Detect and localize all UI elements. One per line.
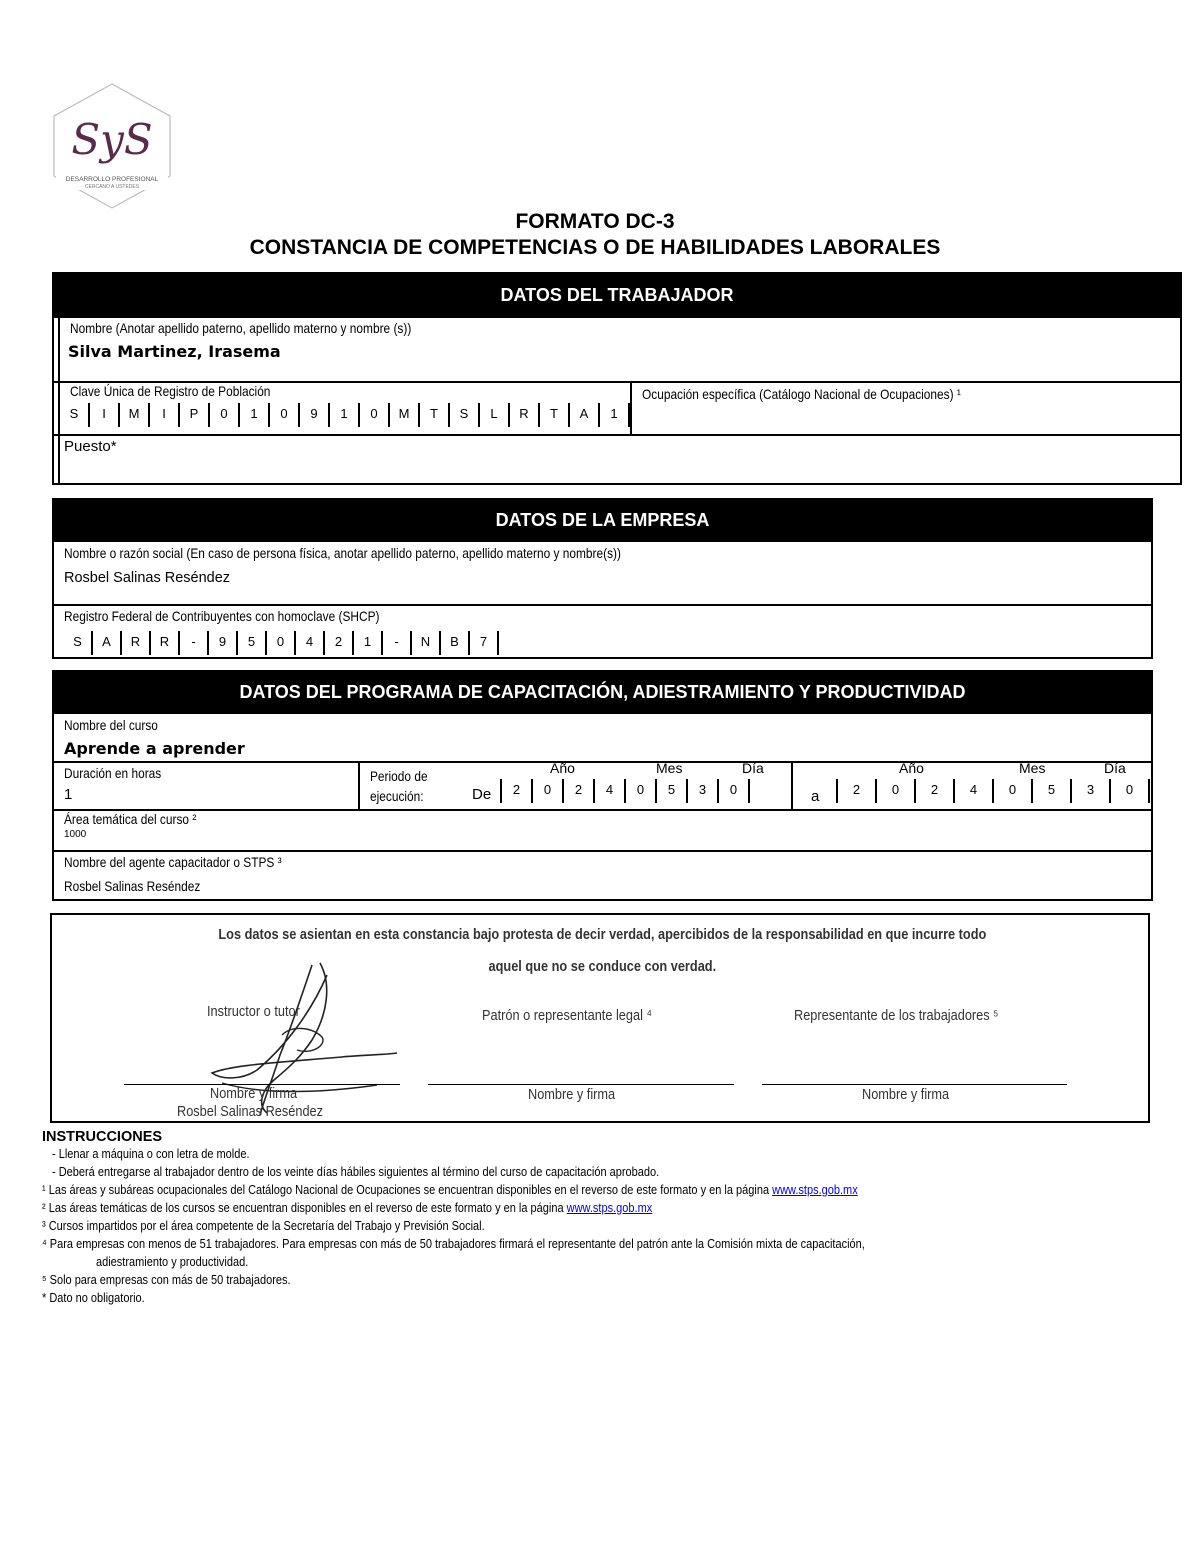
logo-subtagline: CERCANO A USTEDES [84,184,140,190]
curp-char: 1 [600,403,630,427]
rfc-char: 9 [209,631,238,655]
workers-rep-label: Representante de los trabajadores ⁵ [794,1007,999,1024]
training-agent-label: Nombre del agente capacitador o STPS ³ [64,854,282,870]
curp-char: L [480,403,510,427]
topic-area-label: Área temática del curso ² [64,811,197,827]
instruction-item: * Dato no obligatorio. [42,1291,145,1305]
curp-char: T [540,403,570,427]
company-section-header: DATOS DE LA EMPRESA [54,500,1151,542]
from-month-label: Mes [656,760,683,776]
to-year-digit: 0 [877,779,916,803]
course-name-label: Nombre del curso [64,717,158,733]
from-month-digit: 0 [626,779,657,803]
instruction-item: adiestramiento y productividad. [96,1255,249,1269]
curp-char: T [420,403,450,427]
date-to-boxes [836,779,1150,803]
to-year-digit: 2 [916,779,955,803]
from-year-label: Año [550,760,575,776]
rfc-char: 5 [238,631,267,655]
stps-link[interactable]: www.stps.gob.mx [772,1183,858,1197]
worker-section [52,272,1182,485]
instruction-item: - Llenar a máquina o con letra de molde. [52,1147,250,1161]
company-logo [50,82,174,210]
from-year-digit: 2 [502,779,533,803]
from-year-digit: 2 [564,779,595,803]
curp-char: I [150,403,180,427]
curp-char: 0 [270,403,300,427]
curp-char: 1 [330,403,360,427]
company-name-label: Nombre o razón social (En caso de persona física, anotar apellido paterno, apellido materno y nombre(s)) [64,545,621,561]
period-label: Periodo de [370,768,428,784]
declaration-text: Los datos se asientan en esta constancia bajo protesta de decir verdad, apercibidos de la responsabilidad en que incurre todo [218,927,986,943]
curp-char: S [60,403,90,427]
curp-char: M [390,403,420,427]
instruction-item: ⁵ Solo para empresas con más de 50 trabajadores. [42,1273,291,1287]
employer-sign-caption: Nombre y firma [528,1086,616,1103]
instructor-label: Instructor o tutor [207,1003,300,1020]
duration-label: Duración en horas [64,765,162,781]
from-year-digit: 4 [595,779,626,803]
employer-label: Patrón o representante legal ⁴ [482,1007,652,1024]
from-day-digit: 0 [719,779,750,803]
to-month-digit: 0 [994,779,1033,803]
instructor-sign-caption: Nombre y firma [210,1085,298,1102]
rfc-char: B [441,631,470,655]
instruction-text: ¹ Las áreas y subáreas ocupacionales del Catálogo Nacional de Ocupaciones se encuentran disponibles en el reverso de este formato y en la página [42,1183,770,1197]
period-from-label: De [472,786,492,803]
from-month-digit: 5 [657,779,688,803]
rfc-char: 0 [267,631,296,655]
company-name-value: Rosbel Salinas Reséndez [64,570,231,586]
program-section-header: DATOS DEL PROGRAMA DE CAPACITACIÓN, ADIESTRAMIENTO Y PRODUCTIVIDAD [54,672,1151,714]
curp-char: A [570,403,600,427]
instruction-item [42,1183,858,1197]
to-day-digit: 0 [1111,779,1150,803]
to-year-digit: 2 [838,779,877,803]
to-month-label: Mes [1019,760,1046,776]
worker-section-header: DATOS DEL TRABAJADOR [54,274,1180,318]
worker-name-label: Nombre (Anotar apellido paterno, apellido materno y nombre (s)) [70,320,412,336]
logo-mark: SyS [71,115,153,164]
rfc-char: 4 [296,631,325,655]
curp-boxes [60,403,630,427]
from-day-digit: 3 [688,779,719,803]
company-section [52,498,1153,659]
logo-tagline: DESARROLLO PROFESIONAL [65,176,159,183]
from-year-digit: 0 [533,779,564,803]
position-label: Puesto* [64,438,117,455]
declaration-text-2: aquel que no se conduce con verdad. [488,959,716,975]
curp-char: S [450,403,480,427]
rfc-label: Registro Federal de Contribuyentes con homoclave (SHCP) [64,608,380,624]
instruction-item: ⁴ Para empresas con menos de 51 trabajadores. Para empresas con más de 50 trabajadores firmará el representante del patrón ante la Comisión mixta de capacitación, [42,1237,865,1251]
instruction-item: - Deberá entregarse al trabajador dentro de los veinte días hábiles siguientes al término del curso de capacitación aprobado. [52,1165,660,1179]
program-section [52,670,1153,901]
period-label-2: ejecución: [370,788,424,804]
to-year-label: Año [899,760,924,776]
from-day-label: Día [742,760,764,776]
topic-area-value: 1000 [64,829,87,840]
rfc-char: R [151,631,180,655]
curp-char: M [120,403,150,427]
instruction-text: ² Las áreas temáticas de los cursos se encuentran disponibles en el reverso de este formato y en la página [42,1201,564,1215]
period-to-label: a [811,788,820,805]
date-from-boxes [500,779,750,803]
rfc-char: S [64,631,93,655]
curp-char: 1 [240,403,270,427]
workers-rep-sign-caption: Nombre y firma [862,1086,950,1103]
course-name-value: Aprende a aprender [64,739,245,758]
to-day-digit: 3 [1072,779,1111,803]
curp-char: 9 [300,403,330,427]
rfc-char: N [412,631,441,655]
curp-char: R [510,403,540,427]
rfc-char: 7 [470,631,499,655]
rfc-char: A [93,631,122,655]
duration-value: 1 [64,786,73,803]
rfc-char: - [180,631,209,655]
rfc-boxes [64,631,499,655]
instruction-item [42,1201,652,1215]
rfc-char: 1 [354,631,383,655]
instructions-title: INSTRUCCIONES [42,1129,163,1145]
training-agent-value: Rosbel Salinas Reséndez [64,878,201,894]
rfc-char: 2 [325,631,354,655]
instruction-item: ³ Cursos impartidos por el área competente de la Secretaría del Trabajo y Previsión Social. [42,1219,485,1233]
to-day-label: Día [1104,760,1126,776]
form-subtitle: CONSTANCIA DE COMPETENCIAS O DE HABILIDADES LABORALES [249,236,941,259]
rfc-char: - [383,631,412,655]
instructor-name: Rosbel Salinas Reséndez [177,1103,324,1120]
occupation-label: Ocupación específica (Catálogo Nacional de Ocupaciones) ¹ [642,386,961,402]
stps-link[interactable]: www.stps.gob.mx [566,1201,653,1215]
to-year-digit: 4 [955,779,994,803]
rfc-char: R [122,631,151,655]
curp-char: P [180,403,210,427]
worker-name-value: Silva Martinez, Irasema [68,342,281,361]
form-title: FORMATO DC-3 [515,210,675,233]
to-month-digit: 5 [1033,779,1072,803]
curp-char: 0 [210,403,240,427]
curp-label: Clave Única de Registro de Población [70,383,271,399]
curp-char: I [90,403,120,427]
curp-char: 0 [360,403,390,427]
signature-section [50,913,1150,1123]
